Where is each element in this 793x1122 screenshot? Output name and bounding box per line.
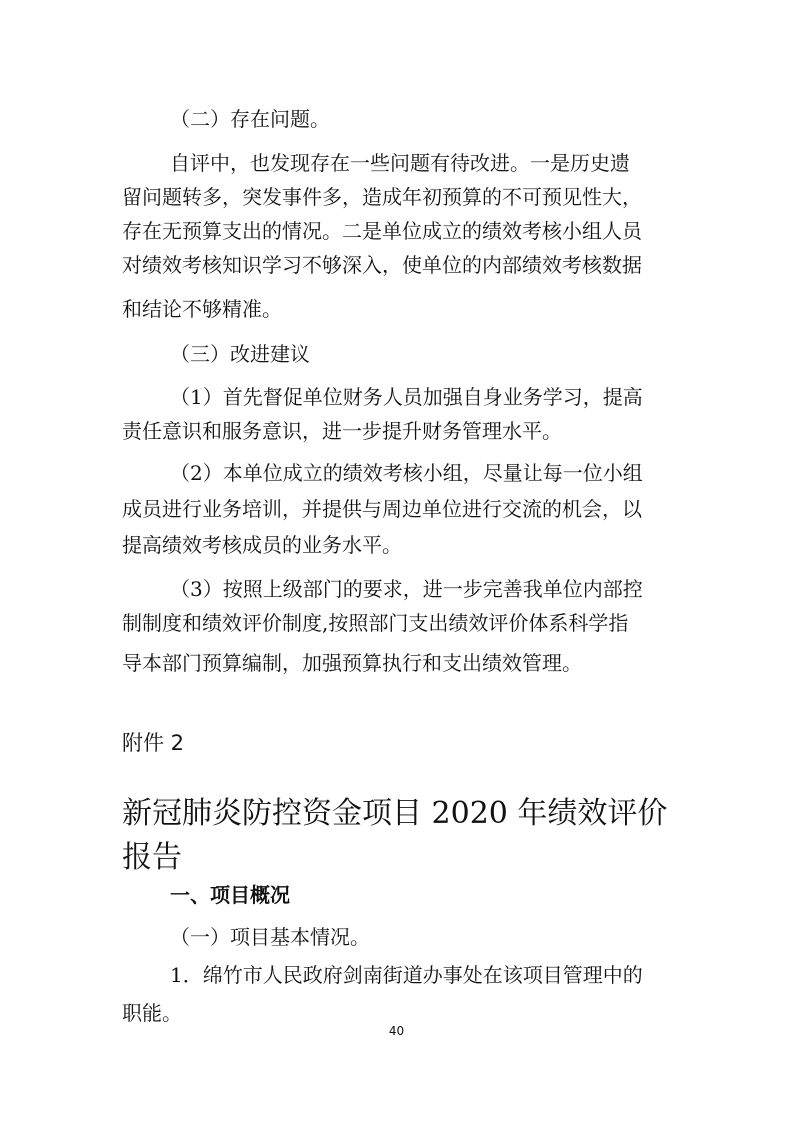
suggestion-2-line-1: （2）本单位成立的绩效考核小组，尽量让每一位小组 xyxy=(170,461,643,485)
appendix-label: 附件 2 xyxy=(122,731,185,755)
problems-line-4: 对绩效考核知识学习不够深入，使单位的内部绩效考核数据 xyxy=(122,253,642,277)
problems-line-3: 存在无预算支出的情况。二是单位成立的绩效考核小组人员 xyxy=(122,219,642,243)
problems-line-5: 和结论不够精准。 xyxy=(122,297,282,321)
section-heading-suggestions: （三）改进建议 xyxy=(170,342,310,366)
suggestion-1-line-2: 责任意识和服务意识，进一步提升财务管理水平。 xyxy=(122,419,562,443)
suggestion-3-line-2: 制制度和绩效评价制度,按照部门支出绩效评价体系科学指 xyxy=(122,611,629,635)
page-number: 40 xyxy=(388,1024,405,1038)
suggestion-3-line-3: 导本部门预算编制，加强预算执行和支出绩效管理。 xyxy=(122,651,582,675)
suggestion-3-line-1: （3）按照上级部门的要求，进一步完善我单位内部控 xyxy=(170,577,643,601)
problems-line-1: 自评中，也发现存在一些问题有待改进。一是历史遗 xyxy=(170,151,630,175)
section-heading-problems: （二）存在问题。 xyxy=(170,107,330,131)
suggestion-2-line-3: 提高绩效考核成员的业务水平。 xyxy=(122,533,402,557)
section-heading-overview: 一、项目概况 xyxy=(170,883,290,907)
problems-line-2: 留问题转多，突发事件多，造成年初预算的不可预见性大， xyxy=(122,185,642,209)
suggestion-2-line-2: 成员进行业务培训，并提供与周边单位进行交流的机会，以 xyxy=(122,497,642,521)
overview-line-2: 职能。 xyxy=(122,1001,182,1025)
report-title: 新冠肺炎防控资金项目 2020 年绩效评价报告 xyxy=(122,796,668,875)
overview-subheading: （一）项目基本情况。 xyxy=(170,925,370,949)
suggestion-1-line-1: （1）首先督促单位财务人员加强自身业务学习，提高 xyxy=(170,385,643,409)
overview-line-1: 1．绵竹市人民政府剑南街道办事处在该项目管理中的 xyxy=(170,963,643,987)
